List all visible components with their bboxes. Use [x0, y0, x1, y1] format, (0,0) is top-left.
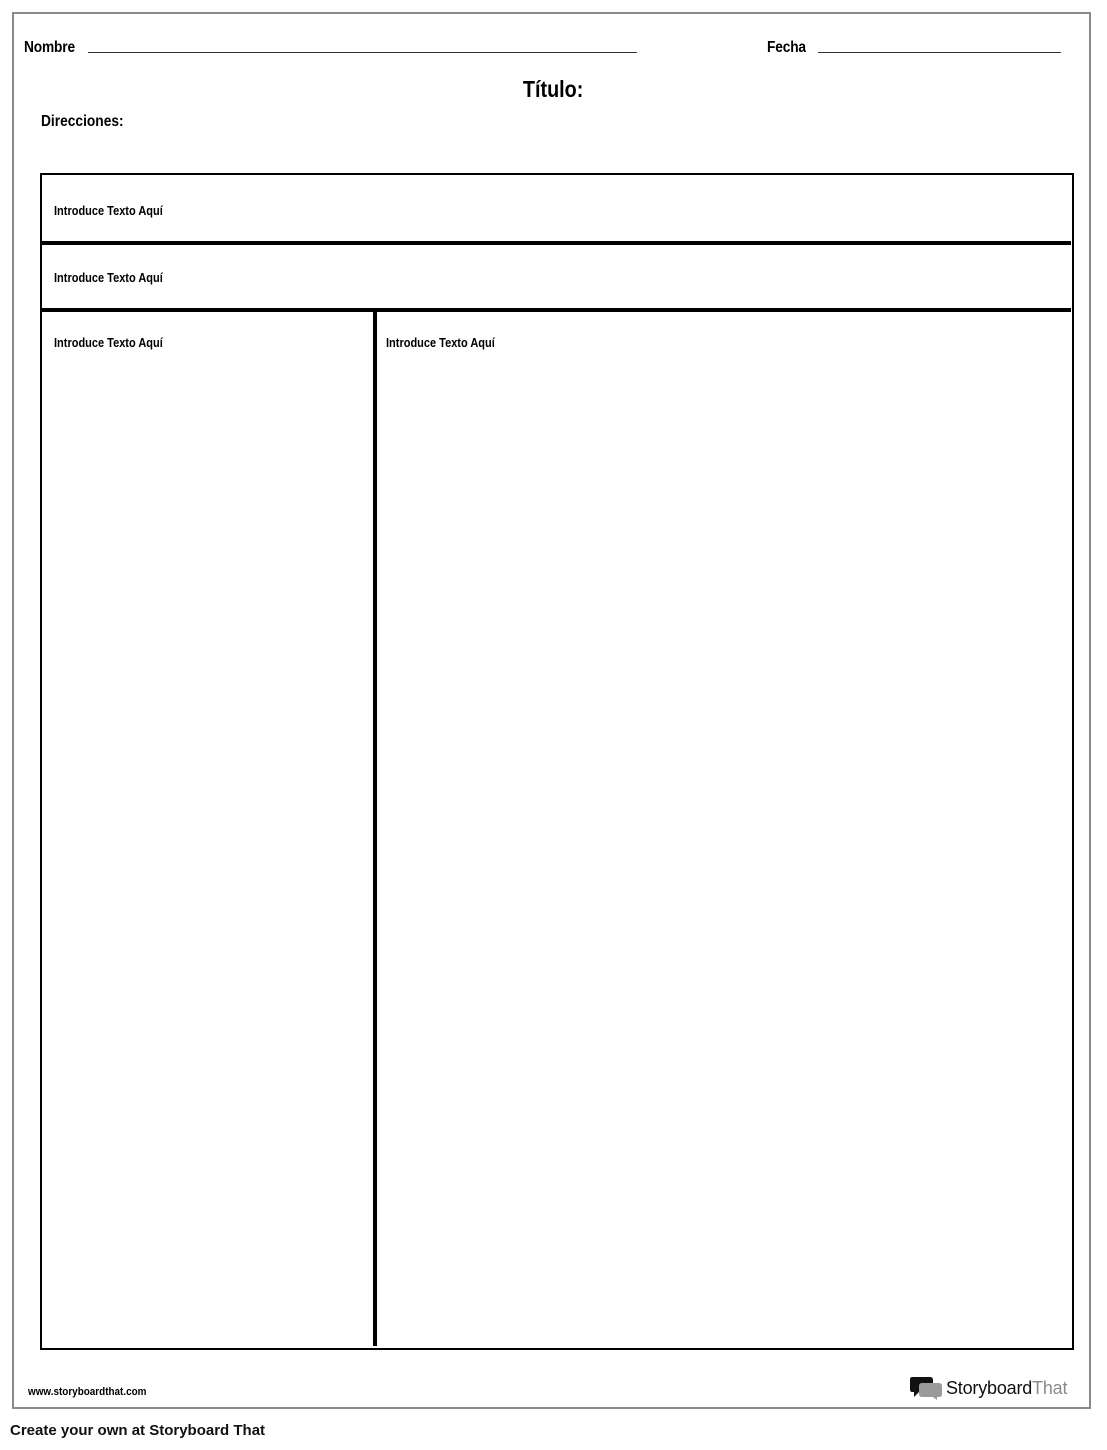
brand-light: That	[1032, 1377, 1068, 1398]
footer-url[interactable]: www.storyboardthat.com	[28, 1386, 147, 1398]
speech-bubbles-icon	[910, 1375, 942, 1401]
date-input-line[interactable]	[818, 52, 1061, 53]
left-column-text[interactable]: Introduce Texto Aquí	[54, 336, 163, 350]
title-text: Título:	[523, 76, 584, 102]
directions-label: Direcciones:	[41, 113, 124, 130]
right-column-text[interactable]: Introduce Texto Aquí	[386, 336, 495, 350]
name-label: Nombre	[24, 39, 75, 56]
brand-bold: Storyboard	[946, 1377, 1033, 1398]
row2-cell-text[interactable]: Introduce Texto Aquí	[54, 271, 163, 285]
title-heading	[14, 76, 1093, 103]
create-your-own-link[interactable]: Create your own at Storyboard That	[10, 1422, 266, 1439]
row-divider-2	[42, 308, 1071, 312]
worksheet-page	[12, 12, 1091, 1409]
row-divider-1	[42, 241, 1071, 245]
column-divider	[373, 312, 377, 1346]
name-input-line[interactable]	[88, 52, 637, 53]
date-label: Fecha	[767, 39, 806, 56]
organizer-table	[40, 173, 1074, 1350]
brand-text	[946, 1378, 1067, 1399]
row1-cell-text[interactable]: Introduce Texto Aquí	[54, 204, 163, 218]
storyboardthat-logo[interactable]	[910, 1375, 1067, 1401]
